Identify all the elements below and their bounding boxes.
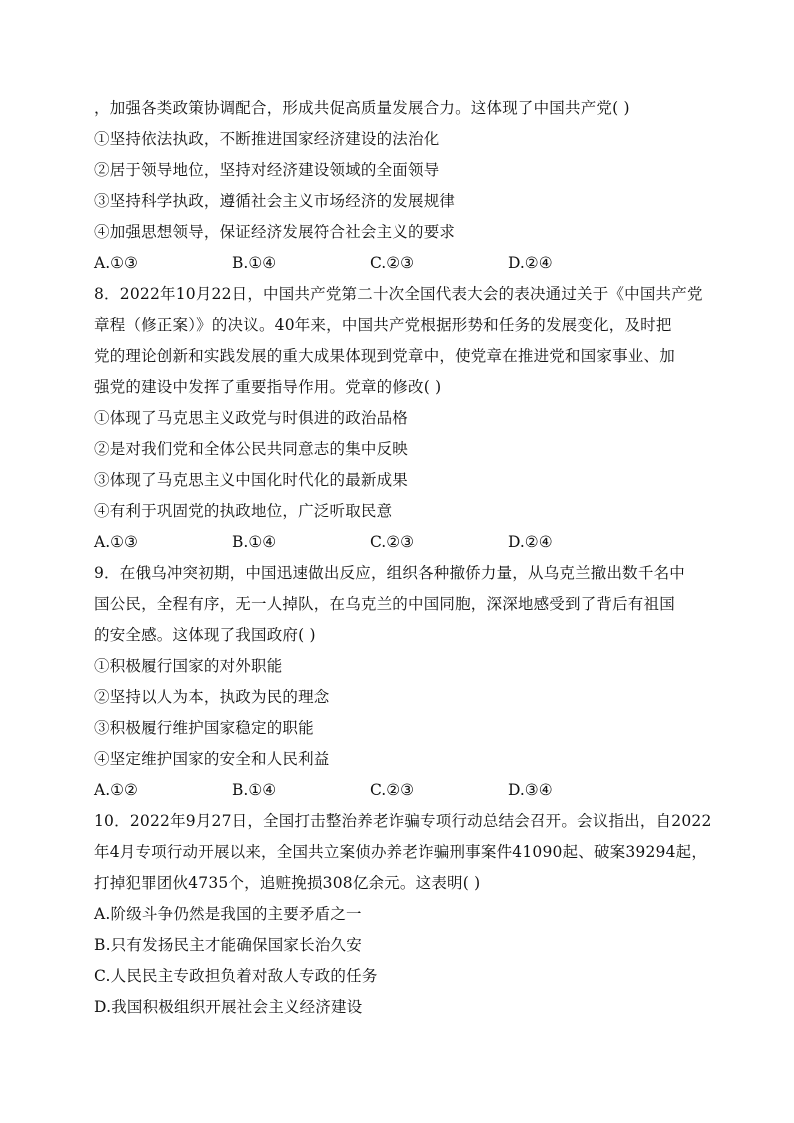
choice-b: B.①④: [232, 254, 277, 272]
option-1: ①体现了马克思主义政党与时俱进的政治品格: [94, 409, 409, 427]
question-stem: [94, 279, 704, 403]
choice-c: C.②③: [370, 254, 415, 272]
stem-line: 打掉犯罪团伙4735个，追赃挽损308亿余元。这表明( ): [94, 874, 481, 892]
option-4: ④加强思想领导，保证经济发展符合社会主义的要求: [94, 223, 456, 241]
choice-d: D.②④: [508, 533, 553, 551]
choice-a: A.阶级斗争仍然是我国的主要矛盾之一: [94, 905, 362, 923]
stem-line: 国公民，全程有序，无一人掉队，在乌克兰的中国同胞，深深地感受到了背后有祖国: [94, 595, 675, 613]
stem-line: 党的理论创新和实践发展的重大成果体现到党章中，使党章在推进党和国家事业、加: [94, 347, 675, 365]
option-2: ②是对我们党和全体公民共同意志的集中反映: [94, 440, 409, 458]
choice-b: B.①④: [232, 781, 277, 799]
option-2: ②坚持以人为本，执政为民的理念: [94, 688, 330, 706]
choice-d: D.②④: [508, 254, 553, 272]
stem-line: 的安全感。这体现了我国政府( ): [94, 626, 316, 644]
option-1: ①积极履行国家的对外职能: [94, 657, 283, 675]
choice-b: B.只有发扬民主才能确保国家长治久安: [94, 936, 362, 954]
choice-a: A.①③: [94, 533, 138, 551]
stem-line: 8．2022年10月22日，中国共产党第二十次全国代表大会的表决通过关于《中国共产党: [94, 285, 703, 303]
answer-choices: [94, 248, 704, 279]
choice-d: D.我国积极组织开展社会主义经济建设: [94, 998, 363, 1016]
option-3: ③坚持科学执政，遵循社会主义市场经济的发展规律: [94, 192, 456, 210]
stem-line: 强党的建设中发挥了重要指导作用。党章的修改( ): [94, 378, 442, 396]
choice-b: B.①④: [232, 533, 277, 551]
question-10: [94, 806, 712, 1023]
stem-line: 10．2022年9月27日，全国打击整治养老诈骗专项行动总结会召开。会议指出，自2022: [94, 812, 712, 830]
choice-c: C.②③: [370, 533, 415, 551]
stem-line: 年4月专项行动开展以来，全国共立案侦办养老诈骗刑事案件41090起、破案39294起，: [94, 843, 708, 861]
stem-line: 章程（修正案）》的决议。40年来，中国共产党根据形势和任务的发展变化，及时把: [94, 316, 672, 334]
question-8: [94, 279, 704, 558]
question-stem: [94, 806, 712, 899]
option-3: ③体现了马克思主义中国化时代化的最新成果: [94, 471, 409, 489]
question-9: [94, 558, 704, 806]
question-stem: [94, 558, 704, 651]
answer-choices: [94, 527, 704, 558]
question-7: [94, 93, 704, 279]
stem-line: 9．在俄乌冲突初期，中国迅速做出反应，组织各种撤侨力量，从乌克兰撤出数千名中: [94, 564, 685, 582]
option-3: ③积极履行维护国家稳定的职能: [94, 719, 314, 737]
choice-a: A.①②: [94, 781, 138, 799]
option-4: ④有利于巩固党的执政地位，广泛听取民意: [94, 502, 393, 520]
choice-d: D.③④: [508, 781, 553, 799]
option-1: ①坚持依法执政，不断推进国家经济建设的法治化: [94, 130, 440, 148]
choice-c: C.②③: [370, 781, 415, 799]
question-stem: ，加强各类政策协调配合，形成共促高质量发展合力。这体现了中国共产党( ): [94, 99, 630, 117]
answer-choices: [94, 775, 704, 806]
choice-c: C.人民民主专政担负着对敌人专政的任务: [94, 967, 378, 985]
exam-page: [94, 93, 712, 1023]
option-2: ②居于领导地位，坚持对经济建设领域的全面领导: [94, 161, 440, 179]
option-4: ④坚定维护国家的安全和人民利益: [94, 750, 330, 768]
choice-a: A.①③: [94, 254, 138, 272]
